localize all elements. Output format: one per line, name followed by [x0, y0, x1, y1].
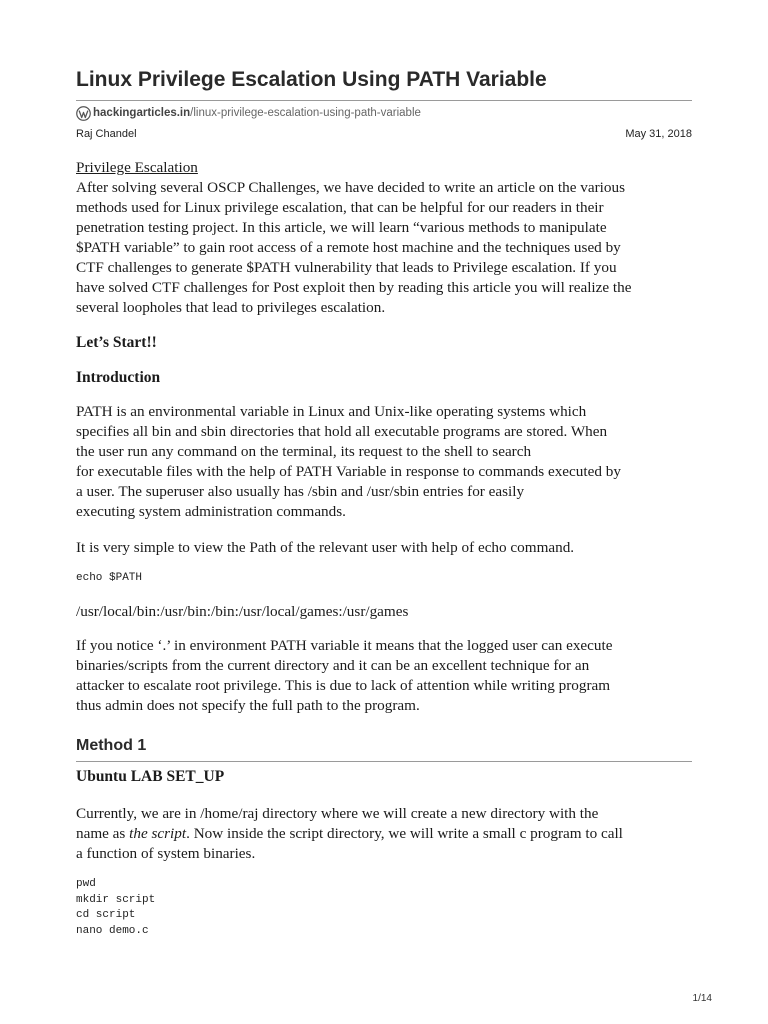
notice-paragraph [76, 636, 692, 716]
currently-paragraph [76, 804, 692, 864]
echo-paragraph [76, 538, 692, 558]
intro-line: several loopholes that lead to privileges escalation. [76, 299, 386, 316]
source-path: /linux-privilege-escalation-using-path-variable [190, 107, 421, 119]
italic-term: the script [129, 825, 187, 842]
path-output [76, 602, 692, 622]
author-name: Raj Chandel [76, 128, 137, 140]
paragraph-line [76, 824, 692, 844]
source-url[interactable] [76, 104, 421, 122]
lets-start-heading: Let’s Start!! [76, 334, 157, 351]
introduction-heading: Introduction [76, 369, 161, 386]
code-line: nano demo.c [76, 924, 149, 937]
intro-line: $PATH variable” to gain root access of a remote host machine and the techniques used by [76, 239, 621, 256]
article-meta [76, 128, 692, 144]
paragraph-line: It is very simple to view the Path of the relevant user with help of echo command. [76, 539, 575, 556]
paragraph-line: a function of system binaries. [76, 845, 256, 862]
paragraph-line: the user run any command on the terminal, its request to the shell to search [76, 443, 532, 460]
text-segment: . Now inside the script directory, we will write a small c program to call [186, 825, 623, 842]
wordpress-icon [76, 106, 91, 121]
method-1-heading: Method 1 [76, 737, 147, 754]
paragraph-line: executing system administration commands. [76, 503, 346, 520]
page-title: Linux Privilege Escalation Using PATH Variable [76, 68, 547, 91]
privilege-escalation-heading: Privilege Escalation [76, 159, 198, 176]
code-line: mkdir script [76, 893, 156, 906]
echo-command-code [76, 571, 692, 587]
paragraph-line: attacker to escalate root privilege. This is due to lack of attention while writing program [76, 677, 611, 694]
intro-line: CTF challenges to generate $PATH vulnerability that leads to Privilege escalation. If you [76, 259, 617, 276]
paragraph-line: specifies all bin and sbin directories that hold all executable programs are stored. When [76, 423, 608, 440]
intro-section [76, 158, 692, 318]
text-segment: name as [76, 825, 130, 842]
title-divider [76, 100, 692, 101]
paragraph-line: Currently, we are in /home/raj directory where we will create a new directory with the [76, 805, 599, 822]
method-divider [76, 761, 692, 762]
paragraph-line: a user. The superuser also usually has /sbin and /usr/sbin entries for easily [76, 483, 525, 500]
paragraph-line: binaries/scripts from the current directory and it can be an excellent technique for an [76, 657, 590, 674]
code-line: cd script [76, 909, 136, 921]
code-line: echo $PATH [76, 572, 143, 584]
path-paragraph [76, 402, 692, 522]
paragraph-line: /usr/local/bin:/usr/bin:/bin:/usr/local/games:/usr/games [76, 603, 409, 620]
intro-line: methods used for Linux privilege escalation, that can be helpful for our readers in their [76, 199, 604, 216]
paragraph-line: for executable files with the help of PATH Variable in response to commands executed by [76, 463, 621, 480]
paragraph-line: If you notice ‘.’ in environment PATH variable it means that the logged user can execute [76, 637, 613, 654]
intro-line: penetration testing project. In this article, we will learn “various methods to manipulate [76, 219, 607, 236]
intro-line: have solved CTF challenges for Post exploit then by reading this article you will realize the [76, 279, 632, 296]
intro-line: After solving several OSCP Challenges, we have decided to write an article on the various [76, 179, 625, 196]
paragraph-line: thus admin does not specify the full path to the program. [76, 697, 420, 714]
publish-date: May 31, 2018 [625, 128, 692, 140]
source-domain: hackingarticles.in [93, 107, 191, 119]
page-number: 1/14 [692, 993, 712, 1004]
code-line: pwd [76, 878, 96, 890]
paragraph-line: PATH is an environmental variable in Linux and Unix-like operating systems which [76, 403, 587, 420]
document-page [76, 0, 692, 1024]
setup-commands-code [76, 877, 692, 939]
ubuntu-lab-heading: Ubuntu LAB SET_UP [76, 768, 225, 785]
